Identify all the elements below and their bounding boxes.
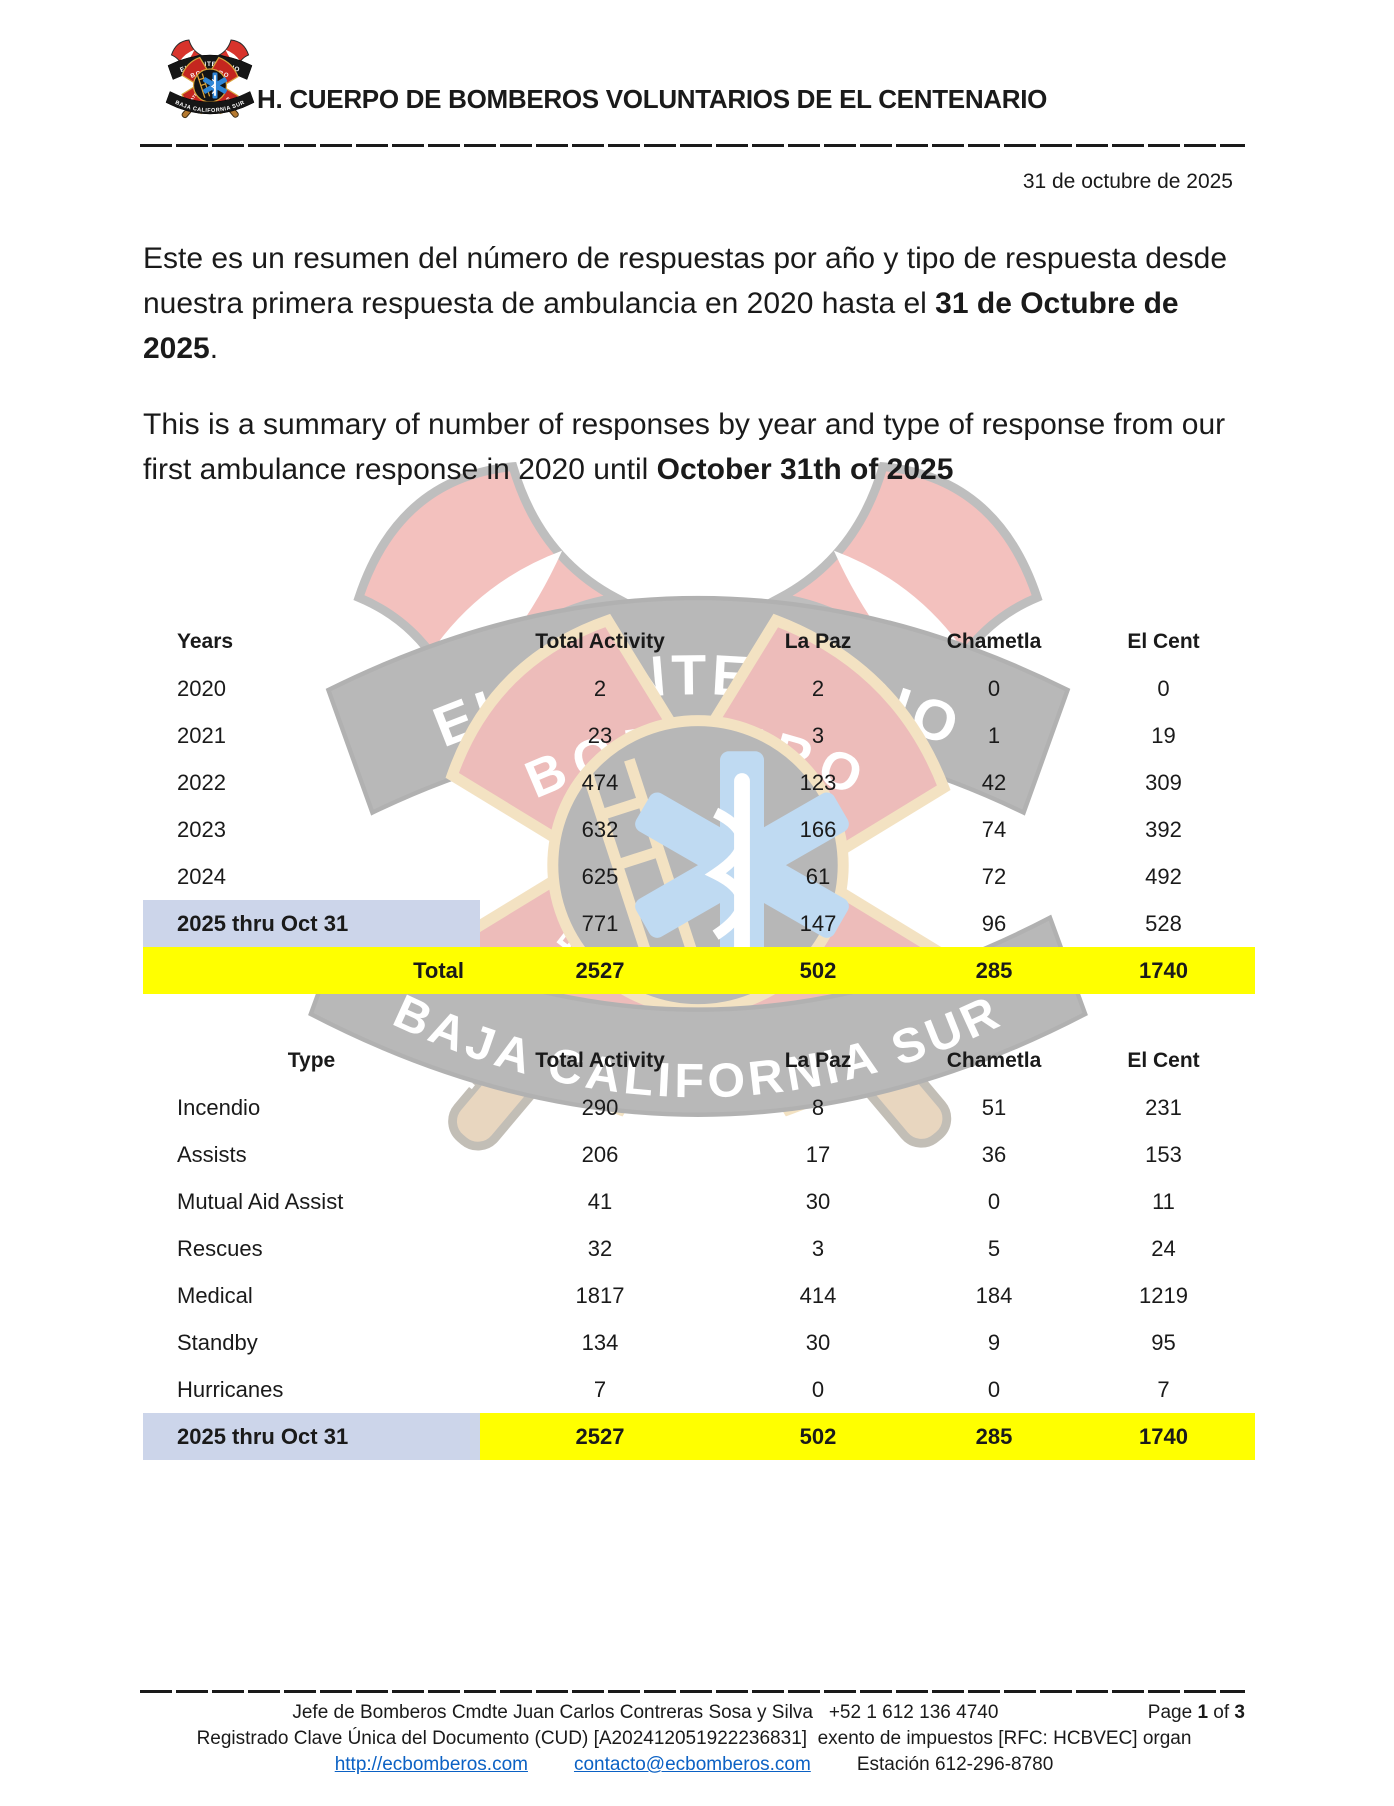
column-header: Chametla xyxy=(946,629,1042,653)
value-cell: 3 xyxy=(811,722,825,748)
table-row xyxy=(143,1366,1255,1413)
table-row xyxy=(143,1178,1255,1225)
total-label: 2025 thru Oct 31 xyxy=(143,1413,480,1460)
value-cell: 72 xyxy=(981,863,1007,889)
value-cell: 1817 xyxy=(575,1282,625,1308)
value-cell: 7 xyxy=(1157,1376,1170,1402)
value-cell: 392 xyxy=(1145,816,1182,842)
total-value: 1740 xyxy=(1072,1413,1255,1460)
row-label: 2022 xyxy=(177,769,226,795)
intro-es-bold-date: 31 de Octubre de 2025 xyxy=(143,287,1179,365)
intro-en-bold-date: October 31th of 2025 xyxy=(656,453,954,486)
value-cell: 11 xyxy=(1152,1188,1175,1214)
document-date: 31 de octubre de 2025 xyxy=(1022,170,1233,193)
row-label: Mutual Aid Assist xyxy=(177,1188,344,1214)
column-header: Years xyxy=(177,629,234,653)
table-row xyxy=(143,1131,1255,1178)
page-total: 3 xyxy=(1234,1702,1245,1723)
row-label: Assists xyxy=(177,1141,247,1167)
value-cell: 123 xyxy=(799,769,837,795)
footer-chief-contact: Jefe de Bomberos Cmdte Juan Carlos Contreras Sosa y Silva +52 1 612 136 4740 xyxy=(292,1702,999,1723)
total-label: Total xyxy=(143,947,480,994)
value-cell: 32 xyxy=(587,1235,613,1261)
total-value: 2527 xyxy=(480,1413,720,1460)
column-header: Type xyxy=(287,1048,336,1072)
total-value: 1740 xyxy=(1072,947,1255,994)
value-cell: 30 xyxy=(805,1188,831,1214)
value-cell: 166 xyxy=(799,816,837,842)
value-cell: 19 xyxy=(1151,722,1176,748)
table-row xyxy=(143,853,1255,900)
column-header: El Cent xyxy=(1127,629,1200,653)
value-cell: 2 xyxy=(811,675,825,701)
table-row xyxy=(143,1084,1255,1131)
value-cell: 30 xyxy=(805,1329,831,1355)
value-cell: 8 xyxy=(811,1094,825,1120)
total-value: 502 xyxy=(720,947,916,994)
value-cell: 5 xyxy=(987,1235,1001,1261)
value-cell: 206 xyxy=(581,1141,619,1167)
page-of: of xyxy=(1208,1702,1235,1723)
table-total-row xyxy=(143,1413,1255,1460)
page-indicator xyxy=(1148,1702,1245,1724)
value-cell: 51 xyxy=(981,1094,1007,1120)
row-label: Medical xyxy=(177,1282,253,1308)
row-label-highlighted: 2025 thru Oct 31 xyxy=(143,900,480,947)
value-cell: 61 xyxy=(805,863,831,889)
column-header: La Paz xyxy=(784,1048,852,1072)
column-header: Total Activity xyxy=(535,1048,665,1072)
value-cell: 147 xyxy=(799,910,837,936)
intro-es-text: Este es un resumen del número de respuestas por año y tipo de respuesta desde nuestra primera respuesta de ambulancia en 2020 hasta el xyxy=(143,242,1227,320)
page-prefix: Page xyxy=(1147,1702,1198,1723)
row-label: 2020 xyxy=(177,675,226,701)
value-cell: 0 xyxy=(987,675,1001,701)
value-cell: 134 xyxy=(581,1329,619,1355)
station-phone: Estación 612-296-8780 xyxy=(856,1754,1054,1775)
value-cell: 42 xyxy=(981,769,1007,795)
responses-by-year-table xyxy=(143,618,1255,994)
value-cell: 1 xyxy=(987,722,1001,748)
intro-en-text: This is a summary of number of responses by year and type of response from our first ambulance response in 2020 until xyxy=(143,408,1226,486)
row-label: 2023 xyxy=(177,816,226,842)
responses-by-type-table xyxy=(143,1037,1255,1460)
column-header: La Paz xyxy=(784,629,852,653)
total-value: 285 xyxy=(916,1413,1072,1460)
value-cell: 74 xyxy=(981,816,1007,842)
value-cell: 625 xyxy=(581,863,619,889)
footer-line-3 xyxy=(143,1754,1245,1776)
total-value: 502 xyxy=(720,1413,916,1460)
row-label: Incendio xyxy=(177,1094,261,1120)
value-cell: 290 xyxy=(581,1094,619,1120)
table-row xyxy=(143,806,1255,853)
page-number: 1 xyxy=(1197,1702,1209,1723)
intro-es-period: . xyxy=(209,332,219,365)
total-value: 2527 xyxy=(480,947,720,994)
value-cell: 7 xyxy=(593,1376,607,1402)
value-cell: 41 xyxy=(587,1188,613,1214)
value-cell: 1219 xyxy=(1139,1282,1188,1308)
table-row xyxy=(143,1225,1255,1272)
row-label: 2021 xyxy=(177,722,226,748)
value-cell: 492 xyxy=(1145,863,1182,889)
table-row xyxy=(143,1319,1255,1366)
value-cell: 3 xyxy=(811,1235,825,1261)
value-cell: 9 xyxy=(987,1329,1001,1355)
total-value: 285 xyxy=(916,947,1072,994)
intro-paragraph-spanish xyxy=(143,236,1228,371)
email-link[interactable]: contacto@ecbomberos.com xyxy=(573,1754,811,1775)
value-cell: 771 xyxy=(581,910,619,936)
value-cell: 24 xyxy=(1151,1235,1176,1261)
value-cell: 309 xyxy=(1145,769,1182,795)
table-header-row xyxy=(143,1037,1255,1084)
row-label: Hurricanes xyxy=(177,1376,284,1402)
value-cell: 414 xyxy=(799,1282,837,1308)
table-row xyxy=(143,712,1255,759)
value-cell: 23 xyxy=(587,722,613,748)
value-cell: 184 xyxy=(975,1282,1013,1308)
table-total-row xyxy=(143,947,1255,994)
website-link[interactable]: http://ecbomberos.com xyxy=(334,1754,528,1775)
value-cell: 153 xyxy=(1145,1141,1182,1167)
table-row xyxy=(143,1272,1255,1319)
value-cell: 96 xyxy=(981,910,1007,936)
row-label: Rescues xyxy=(177,1235,263,1261)
column-header: Chametla xyxy=(946,1048,1042,1072)
footer-line-2: Registrado Clave Única del Documento (CUD) [A202412051922236831] exento de impuestos [RFC: HCBVEC] organ xyxy=(196,1728,1192,1749)
row-label: 2024 xyxy=(177,863,226,889)
value-cell: 0 xyxy=(811,1376,825,1402)
table-header-row xyxy=(143,618,1255,665)
value-cell: 632 xyxy=(581,816,619,842)
document-title: H. CUERPO DE BOMBEROS VOLUNTARIOS DE EL CENTENARIO xyxy=(257,84,1048,114)
table-row-2025-highlight xyxy=(143,900,1255,947)
table-row xyxy=(143,759,1255,806)
value-cell: 2 xyxy=(593,675,607,701)
column-header: El Cent xyxy=(1127,1048,1200,1072)
value-cell: 36 xyxy=(981,1141,1007,1167)
value-cell: 528 xyxy=(1145,910,1182,936)
intro-paragraph-english xyxy=(143,402,1228,492)
value-cell: 0 xyxy=(987,1376,1001,1402)
column-header: Total Activity xyxy=(535,629,665,653)
value-cell: 474 xyxy=(581,769,619,795)
value-cell: 0 xyxy=(987,1188,1001,1214)
table-row xyxy=(143,665,1255,712)
value-cell: 0 xyxy=(1157,675,1170,701)
row-label: Standby xyxy=(177,1329,258,1355)
value-cell: 17 xyxy=(805,1141,831,1167)
value-cell: 231 xyxy=(1145,1094,1182,1120)
footer-line-1 xyxy=(143,1702,1245,1724)
department-logo-icon xyxy=(160,36,260,132)
value-cell: 95 xyxy=(1151,1329,1176,1355)
footer-divider xyxy=(140,1690,1245,1693)
header-divider xyxy=(140,144,1245,147)
